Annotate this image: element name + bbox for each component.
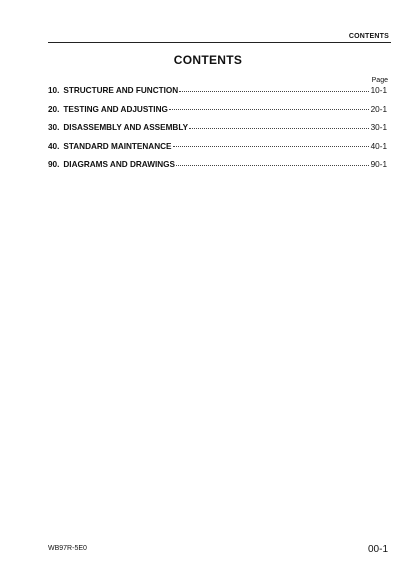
- toc-entry-standard-maintenance[interactable]: [48, 142, 387, 161]
- toc-dot-leader: [169, 109, 369, 110]
- toc-entry-disassembly-and-assembly[interactable]: [48, 123, 387, 142]
- toc-entry-title: DISASSEMBLY AND ASSEMBLY: [63, 123, 189, 132]
- toc-dot-leader: [179, 91, 368, 92]
- header-section-label: CONTENTS: [348, 33, 389, 40]
- toc-dot-leader: [189, 128, 369, 129]
- toc-entry-title: STANDARD MAINTENANCE: [63, 141, 172, 151]
- toc-entry-page: 20-1: [370, 104, 387, 114]
- toc-entry-testing-and-adjusting[interactable]: [48, 105, 387, 124]
- toc-entry-number: 40.: [48, 141, 60, 151]
- page-column-label: Page: [371, 77, 388, 84]
- toc-entry-number: 90.: [48, 160, 60, 169]
- footer-page-number: 00-1: [367, 544, 388, 555]
- toc-entry-page: 40-1: [370, 141, 387, 151]
- table-of-contents: [48, 86, 387, 179]
- toc-entry-title: TESTING AND ADJUSTING: [63, 104, 168, 114]
- toc-entry-number: 10.: [48, 86, 60, 95]
- page-title: CONTENTS: [173, 53, 243, 67]
- toc-entry-diagrams-and-drawings[interactable]: [48, 160, 387, 179]
- toc-entry-title: DIAGRAMS AND DRAWINGS: [63, 160, 175, 169]
- toc-entry-structure-and-function[interactable]: [48, 86, 387, 105]
- toc-entry-page: 10-1: [370, 86, 387, 95]
- toc-entry-number: 20.: [48, 104, 60, 114]
- toc-entry-page: 90-1: [370, 160, 387, 169]
- footer-model-code: WB97R-5E0: [48, 545, 87, 552]
- toc-entry-title: STRUCTURE AND FUNCTION: [63, 86, 179, 95]
- toc-entry-number: 30.: [48, 123, 60, 132]
- toc-dot-leader: [176, 165, 369, 166]
- header-divider: [48, 42, 391, 43]
- toc-dot-leader: [173, 146, 369, 147]
- toc-entry-page: 30-1: [370, 123, 387, 132]
